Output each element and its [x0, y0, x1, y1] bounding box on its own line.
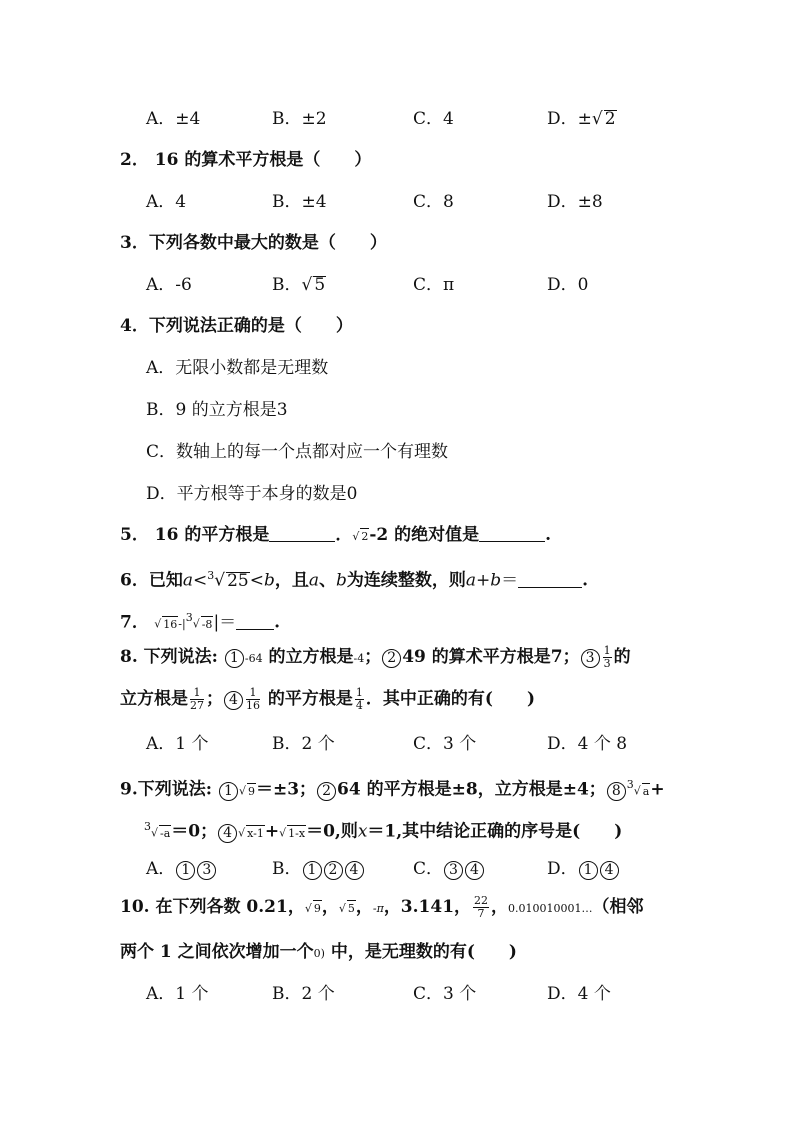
fraction-1-27: $\frac{1}{27}$ [190, 686, 204, 712]
q3-option-b: B．√ 5 [272, 275, 326, 295]
q6-text: 6．已知a<$^3$√ 25<b，且a、b为连续整数，则a+b＝ . [120, 569, 589, 591]
q2-option-b: B．±4 [272, 192, 327, 212]
q6-question [0, 561, 793, 591]
q9-option-b: B． 1 2 4 [272, 854, 365, 884]
fraction-1-16: $\frac{1}{16}$ [246, 686, 260, 712]
q8-option-a: A．1 个 [146, 734, 209, 754]
q9-text-2: $^3$√ -a＝0； 4 √ x-1+√ 1-x＝0,则x＝1,其中结论正确的序号是( ) [144, 820, 623, 842]
q8-options [0, 729, 793, 759]
q3-option-c: C．π [413, 275, 455, 295]
fraction-1-3: $\frac{1}{3}$ [603, 644, 611, 670]
q10-option-d: D．4 个 [547, 984, 611, 1004]
q10-text-2: 两个 1 之间依次增加一个0) 中，是无理数的有( ) [120, 942, 517, 962]
q4-option-c-row [0, 437, 793, 467]
q2-options [0, 187, 793, 217]
q1-option-d: D．±√ 2 [547, 109, 616, 129]
q3-option-d: D．0 [547, 275, 589, 295]
q1-option-a: A．±4 [146, 109, 201, 129]
q9-question-line2 [0, 812, 793, 842]
q10-option-a: A．1 个 [146, 984, 209, 1004]
fraction-1-4: $\frac{1}{4}$ [355, 686, 363, 712]
q4-option-b-row [0, 395, 793, 425]
q10-question-line2 [0, 937, 793, 967]
q1-option-c: C．4 [413, 109, 454, 129]
q8-option-c: C．3 个 [413, 734, 477, 754]
q10-options [0, 979, 793, 1009]
q5-blank-2[interactable] [479, 523, 545, 542]
q7-blank[interactable] [236, 611, 274, 630]
q9-option-d: D． 1 4 [547, 854, 620, 884]
q4-option-a-row [0, 353, 793, 383]
q7-text: 7． √ $16-|^3√$ -8|＝ . [120, 611, 281, 633]
q9-question-line1 [0, 770, 793, 800]
q1-option-b: B．±2 [272, 109, 327, 129]
q10-text-1: 10. 在下列各数 0.21，√ 9，√ 5，-π，3.141， $\frac{22}{7}$ ，0.010010001…（相邻 [120, 894, 644, 920]
q3-question [0, 228, 793, 258]
q4-option-d-row [0, 479, 793, 509]
q9-option-c: C． 3 4 [413, 854, 485, 884]
q5-text: 5． 16 的平方根是 ．√ 2-2 的绝对值是 . [120, 525, 552, 545]
q5-question [0, 520, 793, 550]
q3-option-a: A．-6 [146, 275, 192, 295]
q5-blank-1[interactable] [269, 523, 335, 542]
q3-title: 3．下列各数中最大的数是（ ） [120, 233, 387, 253]
q4-title: 4．下列说法正确的是（ ） [120, 316, 353, 336]
q8-question-line2 [0, 684, 793, 714]
q4-option-c: C．数轴上的每一个点都对应一个有理数 [146, 442, 449, 462]
q7-question [0, 603, 793, 633]
q8-text-2: 立方根是 $\frac{1}{27}$ ； 4 $\frac{1}{16}$ 的平方根是 $\frac{1}{4}$ ．其中正确的有( ) [120, 686, 536, 712]
q10-option-b: B．2 个 [272, 984, 335, 1004]
q9-options [0, 854, 793, 884]
q2-option-a: A．4 [146, 192, 187, 212]
fraction-22-7: $\frac{22}{7}$ [474, 894, 489, 920]
q2-option-c: C．8 [413, 192, 454, 212]
q4-option-a: A．无限小数都是无理数 [146, 358, 329, 378]
q2-question [0, 145, 793, 175]
q8-option-b: B．2 个 [272, 734, 335, 754]
q2-title: 2． 16 的算术平方根是（ ） [120, 150, 372, 170]
q8-option-d: D．4 个 8 [547, 734, 628, 754]
q1-options [0, 104, 793, 134]
q6-blank[interactable] [518, 569, 582, 588]
q3-options [0, 270, 793, 300]
q9-text-1: 9.下列说法: 1 √ 9＝±3； 2 64 的平方根是±8，立方根是±4； 8 $^3$√ a+ [120, 778, 665, 800]
q4-question [0, 311, 793, 341]
q4-option-d: D．平方根等于本身的数是0 [146, 484, 358, 504]
q10-question-line1 [0, 892, 793, 922]
q10-option-c: C．3 个 [413, 984, 477, 1004]
q4-option-b: B．9 的立方根是3 [146, 400, 288, 420]
q2-option-d: D．±8 [547, 192, 603, 212]
q9-option-a: A． 1 3 [146, 854, 217, 884]
q8-question-line1 [0, 642, 793, 672]
q8-text-1: 8. 下列说法: 1 -64 的立方根是-4； 2 49 的算术平方根是7； 3 $\frac{1}{3}$ 的 [120, 644, 631, 670]
